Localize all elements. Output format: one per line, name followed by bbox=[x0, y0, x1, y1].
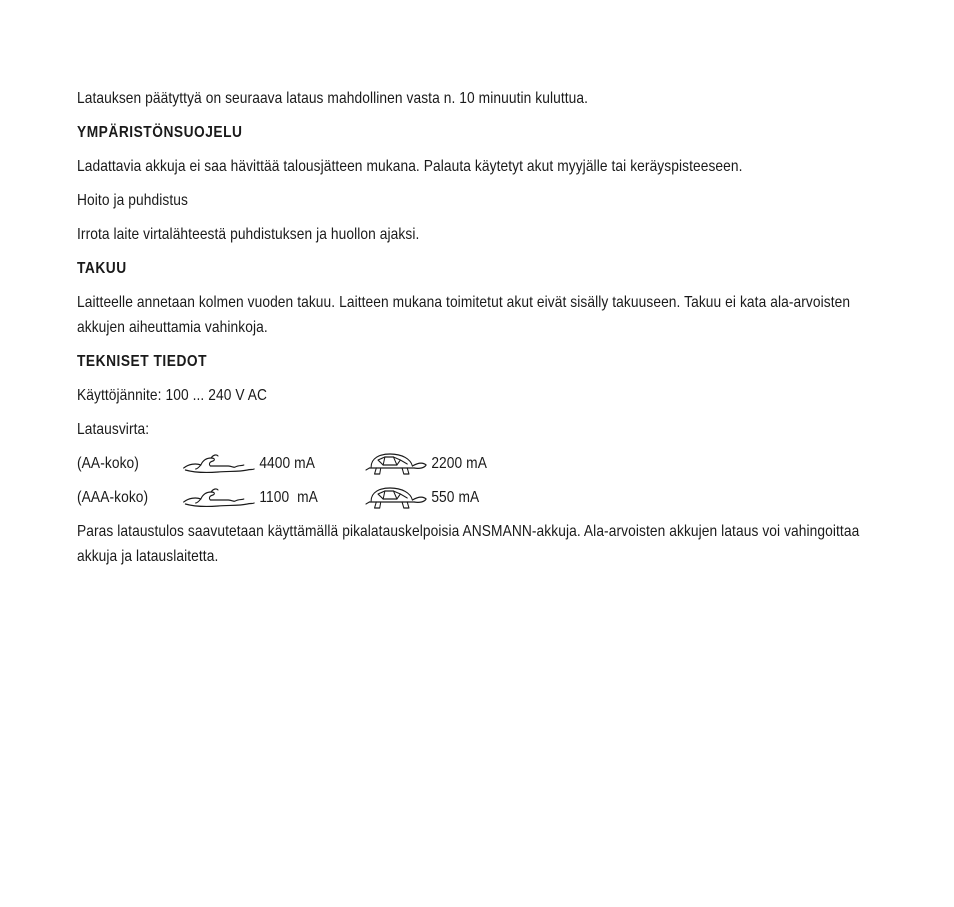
size-label: (AA-koko) bbox=[77, 455, 139, 472]
turtle-icon bbox=[364, 485, 429, 511]
intro-text: Latauksen päätyttyä on seuraava lataus mahdollinen vasta n. 10 minuutin kuluttua. bbox=[77, 90, 589, 107]
fast-current: 4400 mA bbox=[259, 455, 316, 472]
slow-current: 550 mA bbox=[431, 489, 480, 506]
care-text: Irrota laite virtalähteestä puhdistuksen ja huollon ajaksi. bbox=[77, 226, 420, 243]
closing-text: Paras lataustulos saavutetaan käyttämällä pikalatauskelpoisia ANSMANN-akkuja. Ala-arvoisten akkujen lataus voi vahingoittaa akkuja ja latauslaitetta. bbox=[77, 523, 860, 565]
environment-text: Ladattavia akkuja ei saa hävittää talousjätteen mukana. Palauta käytetyt akut myyjälle tai keräyspisteeseen. bbox=[77, 158, 743, 175]
slow-current: 2200 mA bbox=[431, 455, 488, 472]
size-label: (AAA-koko) bbox=[77, 489, 149, 506]
turtle-icon bbox=[364, 451, 429, 477]
care-title: Hoito ja puhdistus bbox=[77, 192, 188, 209]
fast-current: 1100 mA bbox=[259, 489, 318, 506]
hare-icon bbox=[180, 453, 259, 475]
voltage-text: Käyttöjännite: 100 ... 240 V AC bbox=[77, 387, 268, 404]
warranty-text: Laitteelle annetaan kolmen vuoden takuu. Laitteen mukana toimitetut akut eivät sisälly takuuseen. Takuu ei kata ala-arvoisten akkujen aiheuttamia vahinkoja. bbox=[77, 294, 851, 336]
current-label: Latausvirta: bbox=[77, 421, 150, 438]
hare-icon bbox=[180, 487, 259, 509]
specs-heading: TEKNISET TIEDOT bbox=[77, 353, 208, 370]
warranty-heading: TAKUU bbox=[77, 260, 127, 277]
rate-row-aaa bbox=[77, 485, 765, 510]
rate-row-aa bbox=[77, 451, 765, 476]
document-page bbox=[77, 86, 860, 578]
environment-heading: YMPÄRISTÖNSUOJELU bbox=[77, 124, 243, 141]
